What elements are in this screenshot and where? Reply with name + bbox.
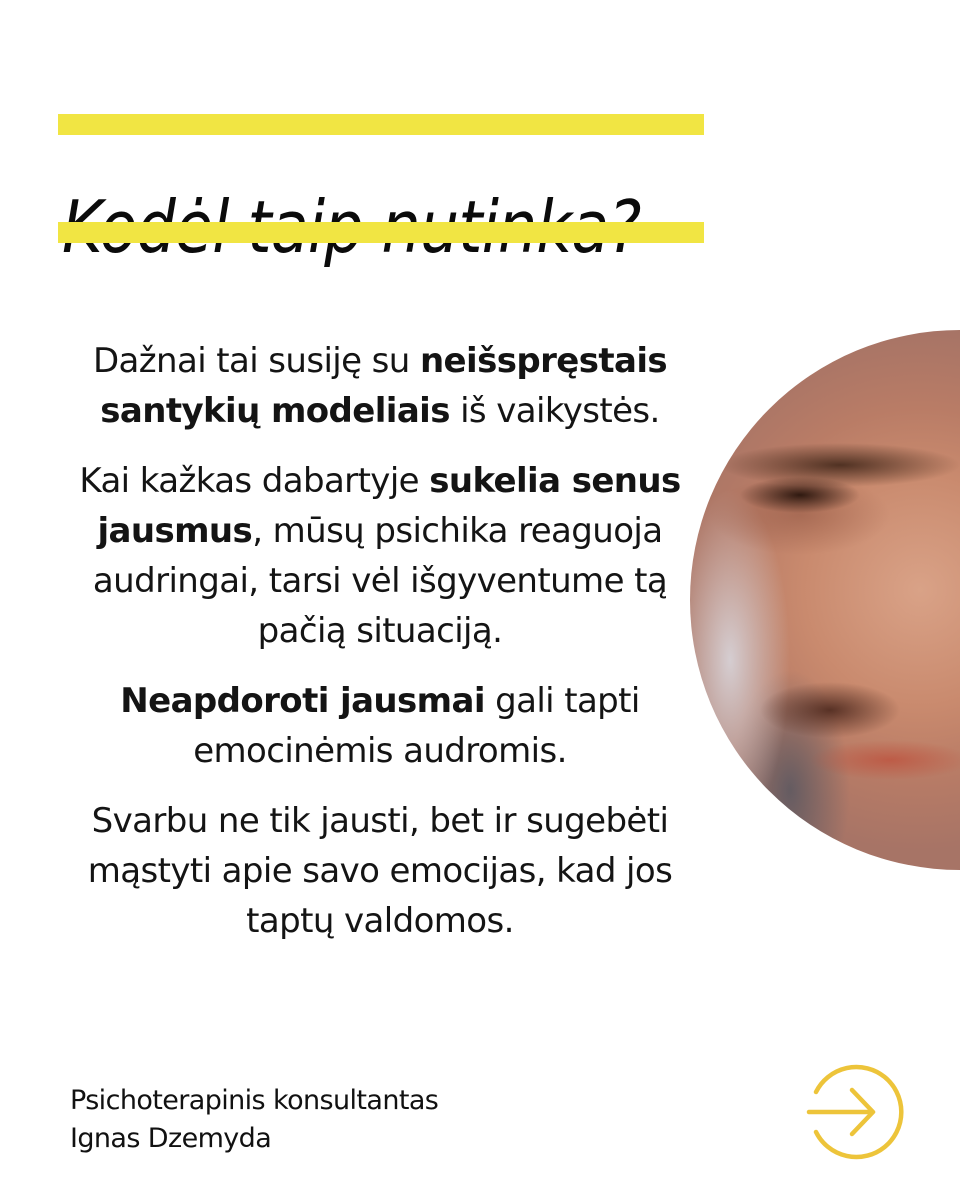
paragraph-1-text-end: iš vaikystės. [449, 391, 660, 431]
body-text [70, 336, 690, 966]
author-name: Ignas Dzemyda [70, 1123, 272, 1154]
portrait-photo [690, 330, 960, 870]
author-role: Psichoterapinis konsultantas [70, 1085, 439, 1116]
paragraph-2-text: Kai kažkas dabartyje [79, 461, 430, 501]
paragraph-1 [70, 336, 690, 436]
next-slide-button[interactable] [806, 1062, 906, 1162]
paragraph-1-text: Dažnai tai susiję su [92, 341, 420, 381]
yellow-bar-top [58, 114, 704, 135]
paragraph-2 [70, 456, 690, 656]
paragraph-4-text: Svarbu ne tik jausti, bet ir sugebėti mąstyti apie savo emocijas, kad jos taptų valdomos. [87, 801, 673, 941]
author-signature [70, 1082, 438, 1158]
arrow-right-circle-icon [806, 1062, 906, 1162]
paragraph-3 [70, 676, 690, 776]
yellow-bar-bottom [58, 222, 704, 243]
paragraph-3-emphasis: Neapdoroti jausmai [120, 681, 485, 721]
title-block [58, 114, 704, 243]
paragraph-4 [70, 796, 690, 946]
paragraph-2-emphasis: sukelia senus jausmus [97, 461, 681, 551]
paragraph-2-text-end: , mūsų psichika reaguoja audringai, tarsi vėl išgyventume tą pačią situaciją. [92, 511, 668, 651]
paragraph-3-text: gali tapti emocinėmis audromis. [193, 681, 640, 771]
paragraph-1-emphasis: neišspręstais santykių modeliais [100, 341, 668, 431]
